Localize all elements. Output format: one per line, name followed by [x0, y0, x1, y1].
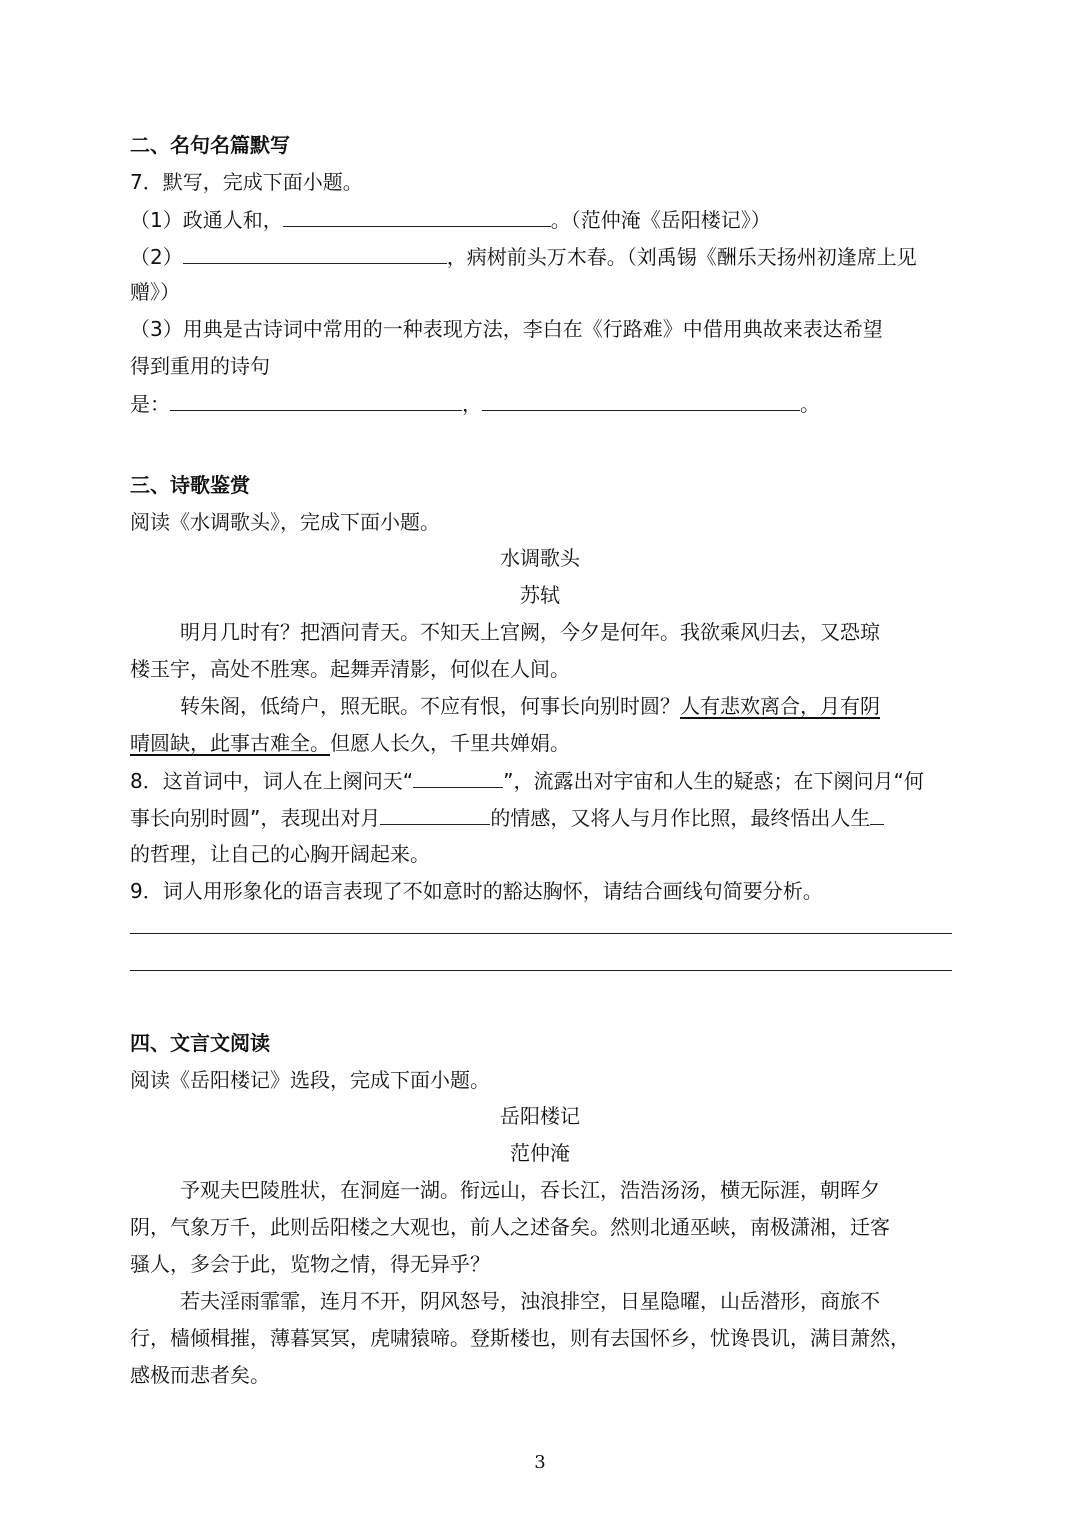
answer-blank[interactable]	[183, 241, 447, 264]
question-7-2	[130, 241, 952, 272]
poem-text: 但愿人长久，千里共婵娟。	[330, 731, 570, 755]
poem-author: 苏轼	[520, 583, 560, 607]
poem-line	[130, 728, 952, 758]
q7-2-prefix: （2）	[130, 245, 183, 269]
answer-blank[interactable]	[482, 388, 800, 411]
text-line: 予观夫巴陵胜状，在洞庭一湖。衔远山，吞长江，浩浩汤汤，横无际涯，朝晖夕	[180, 1178, 880, 1202]
text-title: 岳阳楼记	[500, 1104, 580, 1128]
answer-blank[interactable]	[413, 765, 503, 788]
q7-3-label: 是：	[130, 392, 170, 416]
question-7-title: 7．默写，完成下面小题。	[130, 170, 363, 194]
answer-blank[interactable]	[870, 802, 884, 825]
answer-blank[interactable]	[283, 204, 551, 227]
underlined-sentence: 人有悲欢离合，月有阴	[680, 694, 880, 718]
poem-line: 明月几时有？把酒问青天。不知天上宫阙，今夕是何年。我欲乘风归去，又恐琼	[180, 620, 880, 644]
answer-line[interactable]	[130, 970, 952, 971]
section-3-intro: 阅读《水调歌头》，完成下面小题。	[130, 510, 440, 534]
answer-blank[interactable]	[380, 802, 490, 825]
period: 。	[800, 392, 820, 416]
q8-text: 的情感，又将人与月作比照，最终悟出人生	[490, 806, 871, 830]
poem-line: 楼玉宇，高处不胜寒。起舞弄清影，何似在人间。	[130, 657, 570, 681]
poem-title: 水调歌头	[500, 546, 580, 570]
q7-1-suffix: 。（范仲淹《岳阳楼记》）	[550, 208, 771, 232]
underlined-sentence: 晴圆缺，此事古难全。	[130, 731, 330, 755]
question-9: 9．词人用形象化的语言表现了不如意时的豁达胸怀，请结合画线句简要分析。	[130, 879, 823, 903]
question-7-3-answer	[130, 388, 952, 419]
section-heading-3: 三、诗歌鉴赏	[130, 473, 250, 497]
text-line: 骚人，多会于此，览物之情，得无异乎？	[130, 1252, 490, 1276]
question-8-cont	[130, 802, 952, 833]
poem-text: 转朱阁，低绮户，照无眠。不应有恨，何事长向别时圆？	[180, 694, 680, 718]
question-7-3-cont: 得到重用的诗句	[130, 354, 270, 378]
poem-line	[130, 691, 952, 721]
q7-1-prefix: （1）政通人和，	[130, 208, 283, 232]
q7-2-suffix: ，病树前头万木春。（刘禹锡《酬乐天扬州初逢席上见	[446, 245, 917, 269]
question-7-1	[130, 204, 952, 235]
q8-text: 事长向别时圆”，表现出对月	[130, 806, 381, 830]
text-line: 若夫淫雨霏霏，连月不开，阴风怒号，浊浪排空，日星隐曜，山岳潜形，商旅不	[180, 1289, 880, 1313]
text-author: 范仲淹	[510, 1141, 570, 1165]
question-8	[130, 765, 952, 796]
text-line: 阴，气象万千，此则岳阳楼之大观也，前人之述备矣。然则北通巫峡，南极潇湘，迁客	[130, 1215, 890, 1239]
answer-line[interactable]	[130, 933, 952, 934]
question-7-3: （3）用典是古诗词中常用的一种表现方法，李白在《行路难》中借用典故来表达希望	[130, 317, 883, 341]
q8-text: ”，流露出对宇宙和人生的疑惑；在下阕问月“何	[503, 769, 924, 793]
section-4-intro: 阅读《岳阳楼记》选段，完成下面小题。	[130, 1068, 490, 1092]
q8-text: 8．这首词中，词人在上阕问天“	[130, 769, 414, 793]
text-line: 感极而悲者矣。	[130, 1363, 270, 1387]
question-8-cont: 的哲理，让自己的心胸开阔起来。	[130, 842, 430, 866]
section-heading-4: 四、文言文阅读	[130, 1031, 270, 1055]
text-line: 行，樯倾楫摧，薄暮冥冥，虎啸猿啼。登斯楼也，则有去国怀乡，忧谗畏讥，满目萧然，	[130, 1326, 910, 1350]
answer-blank[interactable]	[170, 388, 462, 411]
question-7-2-cont: 赠》）	[130, 280, 180, 304]
comma: ，	[462, 392, 482, 416]
page-number: 3	[534, 1452, 546, 1473]
section-heading-2: 二、名句名篇默写	[130, 133, 290, 157]
